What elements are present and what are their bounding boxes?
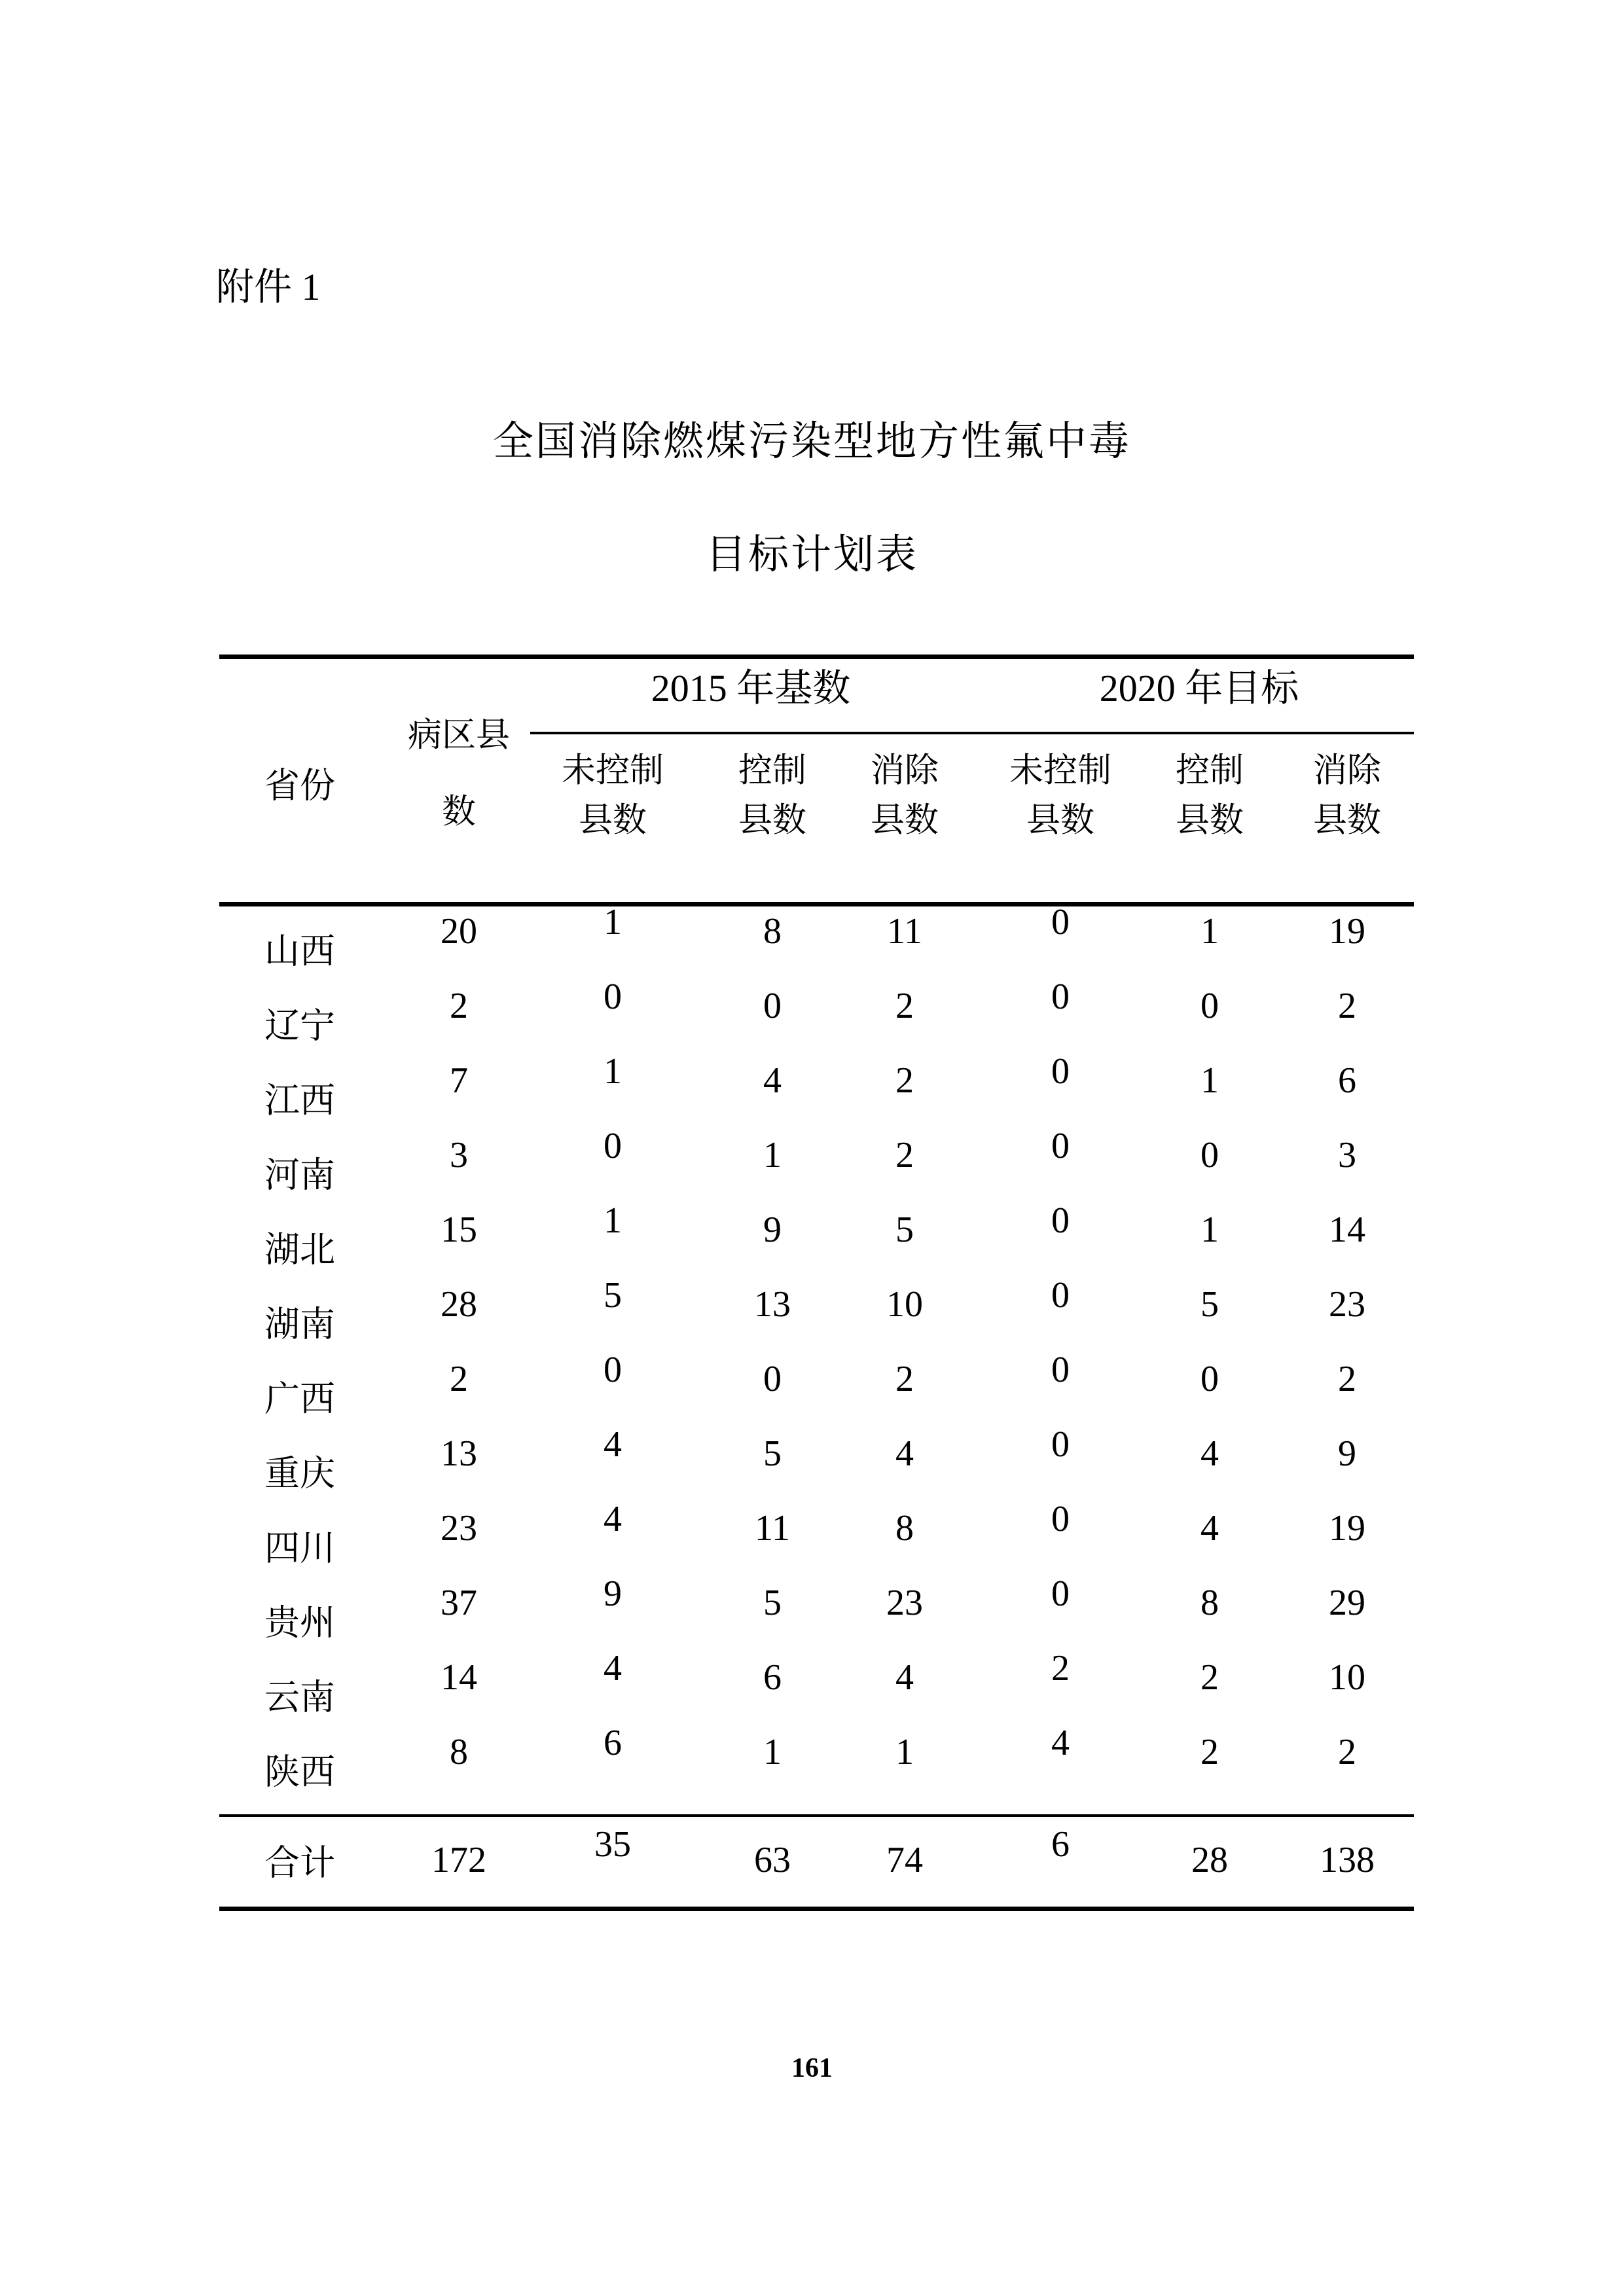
column-header-line1: 未控制: [561, 752, 664, 790]
value-cell: 9: [763, 1210, 782, 1250]
column-header-line2: 县数: [1175, 802, 1244, 840]
value-cell: 5: [763, 1583, 782, 1623]
value-cell: 2: [895, 1135, 914, 1175]
province-label: 山西: [264, 931, 335, 971]
value-cell: 14: [441, 1657, 477, 1698]
value-cell: 1: [763, 1135, 782, 1175]
value-cell: 9: [1338, 1433, 1356, 1474]
column-header-line2: 县数: [738, 802, 806, 840]
value-cell: 0: [604, 1126, 622, 1166]
value-cell: 2: [450, 986, 468, 1026]
value-cell: 13: [754, 1284, 791, 1325]
value-cell: 29: [1329, 1583, 1365, 1623]
value-cell: 1: [1200, 1210, 1219, 1250]
value-cell: 0: [1051, 902, 1070, 942]
value-cell: 0: [604, 1350, 622, 1390]
column-header-line2: 县数: [870, 802, 939, 840]
value-cell: 4: [1200, 1433, 1219, 1474]
column-header-province: 省份: [264, 766, 335, 806]
value-cell: 0: [604, 977, 622, 1017]
value-cell: 2: [1200, 1732, 1219, 1772]
value-cell: 4: [604, 1499, 622, 1539]
province-label: 辽宁: [264, 1006, 335, 1046]
table-spanner-rule: [530, 732, 1414, 734]
value-cell: 0: [1200, 1135, 1219, 1175]
column-header-line1: 控制: [1175, 752, 1244, 790]
column-header-line1: 未控制: [1009, 752, 1111, 790]
column-header-line2: 县数: [578, 802, 647, 840]
value-cell: 23: [1329, 1284, 1365, 1325]
province-label: 贵州: [264, 1603, 335, 1643]
value-cell: 1: [604, 902, 622, 942]
value-cell: 4: [604, 1424, 622, 1465]
value-cell: 4: [895, 1433, 914, 1474]
value-cell: 4: [895, 1657, 914, 1698]
value-cell: 7: [450, 1060, 468, 1101]
value-cell: 37: [441, 1583, 477, 1623]
value-cell: 10: [886, 1284, 923, 1325]
value-cell: 0: [1051, 1126, 1070, 1166]
value-cell: 1: [895, 1732, 914, 1772]
column-header-line1: 消除: [1312, 752, 1381, 790]
column-header-line2: 县数: [1026, 802, 1094, 840]
value-cell: 6: [604, 1723, 622, 1763]
value-cell: 0: [1051, 1350, 1070, 1390]
value-cell: 0: [1051, 1499, 1070, 1539]
value-cell: 1: [604, 1200, 622, 1241]
value-cell: 19: [1329, 1508, 1365, 1549]
province-label: 河南: [264, 1155, 335, 1195]
value-cell: 23: [886, 1583, 923, 1623]
table-bottom-rule: [219, 1907, 1414, 1911]
table-header-bottom-rule: [219, 902, 1414, 906]
value-cell: 5: [1200, 1284, 1219, 1325]
value-cell: 0: [1051, 1051, 1070, 1092]
total-value-cell: 35: [594, 1824, 631, 1865]
province-label: 江西: [264, 1081, 335, 1121]
value-cell: 5: [895, 1210, 914, 1250]
value-cell: 14: [1329, 1210, 1365, 1250]
value-cell: 20: [441, 911, 477, 952]
value-cell: 11: [887, 911, 922, 952]
page-number: 161: [791, 2053, 833, 2083]
value-cell: 2: [895, 1359, 914, 1399]
value-cell: 19: [1329, 911, 1365, 952]
value-cell: 5: [604, 1275, 622, 1316]
column-header-line2: 县数: [1312, 802, 1381, 840]
total-value-cell: 28: [1191, 1840, 1228, 1880]
value-cell: 15: [441, 1210, 477, 1250]
value-cell: 2: [1200, 1657, 1219, 1698]
value-cell: 2: [1338, 1359, 1356, 1399]
value-cell: 0: [1051, 1275, 1070, 1316]
value-cell: 0: [763, 1359, 782, 1399]
group-header-2015: 2015 年基数: [651, 667, 851, 709]
document-title-line1: 全国消除燃煤污染型地方性氟中毒: [492, 420, 1131, 464]
value-cell: 8: [450, 1732, 468, 1772]
province-label: 广西: [264, 1379, 335, 1419]
value-cell: 6: [763, 1657, 782, 1698]
value-cell: 0: [763, 986, 782, 1026]
table-total-separator-rule: [219, 1814, 1414, 1817]
plan-table: [219, 655, 1414, 1911]
value-cell: 0: [1051, 1573, 1070, 1614]
value-cell: 0: [1051, 1200, 1070, 1241]
value-cell: 1: [604, 1051, 622, 1092]
value-cell: 0: [1051, 1424, 1070, 1465]
value-cell: 0: [1051, 977, 1070, 1017]
value-cell: 1: [763, 1732, 782, 1772]
value-cell: 2: [1338, 986, 1356, 1026]
value-cell: 4: [763, 1060, 782, 1101]
value-cell: 23: [441, 1508, 477, 1549]
value-cell: 3: [450, 1135, 468, 1175]
total-value-cell: 172: [431, 1840, 486, 1880]
value-cell: 1: [1200, 1060, 1219, 1101]
province-label: 云南: [264, 1677, 335, 1717]
value-cell: 3: [1338, 1135, 1356, 1175]
total-value-cell: 74: [886, 1840, 923, 1880]
column-header-line1: 消除: [870, 752, 939, 790]
value-cell: 6: [1338, 1060, 1356, 1101]
total-value-cell: 6: [1051, 1824, 1070, 1865]
province-label: 湖北: [264, 1230, 335, 1270]
province-label: 重庆: [264, 1454, 335, 1494]
column-header-endemic-line2: 数: [441, 793, 476, 831]
value-cell: 4: [1051, 1723, 1070, 1763]
column-header-line1: 控制: [738, 752, 806, 790]
value-cell: 2: [450, 1359, 468, 1399]
value-cell: 11: [755, 1508, 790, 1549]
province-label: 湖南: [264, 1304, 335, 1344]
value-cell: 8: [763, 911, 782, 952]
attachment-label: 附件 1: [216, 266, 321, 308]
value-cell: 8: [895, 1508, 914, 1549]
value-cell: 4: [604, 1648, 622, 1689]
value-cell: 13: [441, 1433, 477, 1474]
value-cell: 2: [895, 986, 914, 1026]
document-title-line2: 目标计划表: [705, 533, 918, 577]
value-cell: 2: [895, 1060, 914, 1101]
value-cell: 2: [1051, 1648, 1070, 1689]
value-cell: 28: [441, 1284, 477, 1325]
value-cell: 9: [604, 1573, 622, 1614]
value-cell: 4: [1200, 1508, 1219, 1549]
value-cell: 0: [1200, 1359, 1219, 1399]
province-label: 四川: [264, 1528, 335, 1568]
value-cell: 0: [1200, 986, 1219, 1026]
total-value-cell: 63: [754, 1840, 791, 1880]
value-cell: 10: [1329, 1657, 1365, 1698]
value-cell: 8: [1200, 1583, 1219, 1623]
column-header-endemic-line1: 病区县: [407, 717, 510, 755]
group-header-2020: 2020 年目标: [1099, 667, 1299, 709]
total-label: 合计: [264, 1843, 335, 1883]
value-cell: 1: [1200, 911, 1219, 952]
province-label: 陕西: [264, 1752, 335, 1792]
value-cell: 2: [1338, 1732, 1356, 1772]
value-cell: 5: [763, 1433, 782, 1474]
total-value-cell: 138: [1320, 1840, 1375, 1880]
